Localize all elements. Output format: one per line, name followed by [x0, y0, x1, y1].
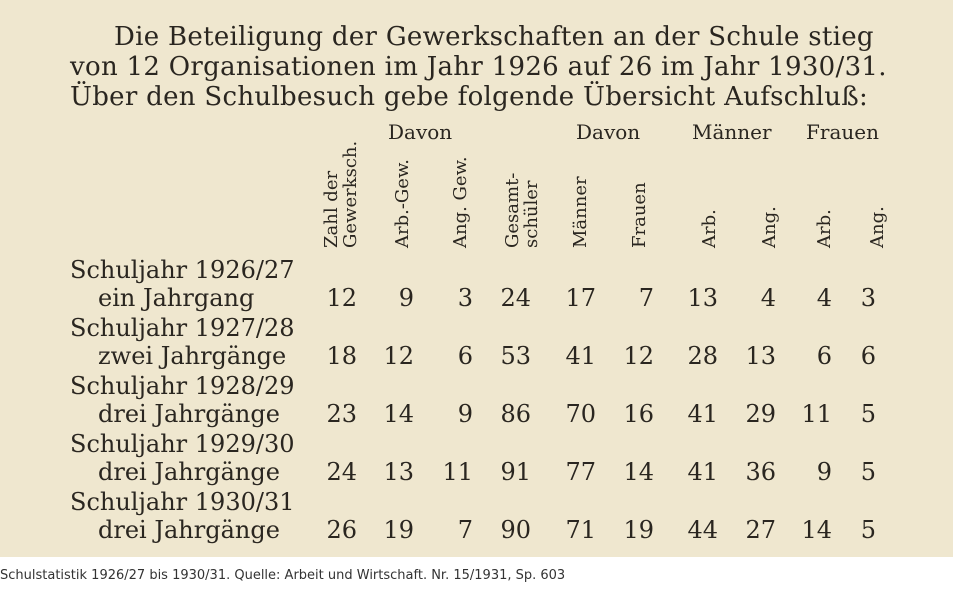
row-year-label: Schuljahr 1930/31 [70, 488, 295, 516]
column-header [393, 159, 412, 248]
table-cell: 27 [745, 516, 776, 544]
table-cell: 91 [500, 458, 531, 486]
column-header-line: Ang. [867, 206, 888, 248]
column-header-line: Ang. Gew. [450, 156, 471, 248]
column-header-line: Arb.-Gew. [392, 159, 413, 248]
intro-paragraph [70, 22, 910, 112]
column-header [571, 176, 590, 248]
row-sub-label: drei Jahrgänge [98, 516, 280, 544]
table-cell: 29 [745, 400, 776, 428]
table-cell: 77 [565, 458, 596, 486]
table-cell: 17 [565, 284, 596, 312]
table-cell: 5 [860, 516, 876, 544]
table-cell: 71 [565, 516, 596, 544]
table-cell: 14 [623, 458, 654, 486]
table-cell: 41 [687, 458, 718, 486]
row-sub-label: ein Jahrgang [98, 284, 255, 312]
table-cell: 23 [326, 400, 357, 428]
table-cell: 41 [687, 400, 718, 428]
table-cell: 5 [860, 458, 876, 486]
column-header [630, 182, 649, 248]
table-cell: 53 [500, 342, 531, 370]
table-cell: 3 [457, 284, 473, 312]
row-sub-label: drei Jahrgänge [98, 400, 280, 428]
table-cell: 6 [860, 342, 876, 370]
table-cell: 11 [442, 458, 473, 486]
table-cell: 28 [687, 342, 718, 370]
image-caption: Schulstatistik 1926/27 bis 1930/31. Quelle: Arbeit und Wirtschaft. Nr. 15/1931, Sp. 603 [0, 568, 566, 583]
column-header [503, 173, 541, 248]
table-cell: 90 [500, 516, 531, 544]
row-sub-label: drei Jahrgänge [98, 458, 280, 486]
table-cell: 13 [745, 342, 776, 370]
table-cell: 6 [816, 342, 832, 370]
table-cell: 11 [801, 400, 832, 428]
row-year-label: Schuljahr 1928/29 [70, 372, 295, 400]
column-header [760, 206, 779, 248]
table-cell: 36 [745, 458, 776, 486]
group-header-davon: Davon [388, 120, 453, 144]
table-cell: 12 [383, 342, 414, 370]
table-cell: 6 [457, 342, 473, 370]
column-header [322, 141, 360, 248]
table-cell: 9 [816, 458, 832, 486]
table-cell: 12 [326, 284, 357, 312]
row-year-label: Schuljahr 1929/30 [70, 430, 295, 458]
table-cell: 24 [500, 284, 531, 312]
row-year-label: Schuljahr 1927/28 [70, 314, 295, 342]
table-cell: 70 [565, 400, 596, 428]
table-cell: 19 [623, 516, 654, 544]
table-cell: 14 [801, 516, 832, 544]
column-header [868, 206, 887, 248]
row-year-label: Schuljahr 1926/27 [70, 256, 295, 284]
column-header-line: Gesamt- [502, 172, 523, 248]
table-cell: 16 [623, 400, 654, 428]
table-cell: 4 [760, 284, 776, 312]
column-header-line: Ang. [759, 206, 780, 248]
group-header-davon: Davon [576, 120, 641, 144]
table-cell: 7 [638, 284, 654, 312]
table-cell: 41 [565, 342, 596, 370]
table-cell: 13 [383, 458, 414, 486]
table-cell: 44 [687, 516, 718, 544]
table-cell: 3 [860, 284, 876, 312]
column-header [451, 156, 470, 248]
column-header-line: Zahl der [321, 170, 342, 248]
column-header-line: Gewerksch. [340, 140, 361, 248]
intro-line: Die Beteiligung der Gewerkschaften an der Schule stieg [114, 22, 874, 52]
column-header-line: Männer [570, 176, 591, 248]
table-cell: 86 [500, 400, 531, 428]
intro-line: von 12 Organisationen im Jahr 1926 auf 26 im Jahr 1930/31. [70, 52, 887, 82]
table-cell: 14 [383, 400, 414, 428]
column-header-line: Frauen [629, 182, 650, 248]
column-header [700, 209, 719, 248]
table-cell: 19 [383, 516, 414, 544]
table-cell: 9 [398, 284, 414, 312]
column-header-line: schüler [521, 180, 542, 248]
table-cell: 24 [326, 458, 357, 486]
group-header-maenner: Männer [692, 120, 772, 144]
table-cell: 4 [816, 284, 832, 312]
table-cell: 5 [860, 400, 876, 428]
intro-line: Über den Schulbesuch gebe folgende Übersicht Aufschluß: [70, 82, 869, 112]
table-cell: 7 [457, 516, 473, 544]
column-header-line: Arb. [814, 209, 835, 248]
table-cell: 18 [326, 342, 357, 370]
table-cell: 12 [623, 342, 654, 370]
column-header-line: Arb. [699, 209, 720, 248]
row-sub-label: zwei Jahrgänge [98, 342, 287, 370]
column-header [815, 209, 834, 248]
table-cell: 13 [687, 284, 718, 312]
table-cell: 26 [326, 516, 357, 544]
group-header-frauen: Frauen [806, 120, 879, 144]
table-cell: 9 [457, 400, 473, 428]
